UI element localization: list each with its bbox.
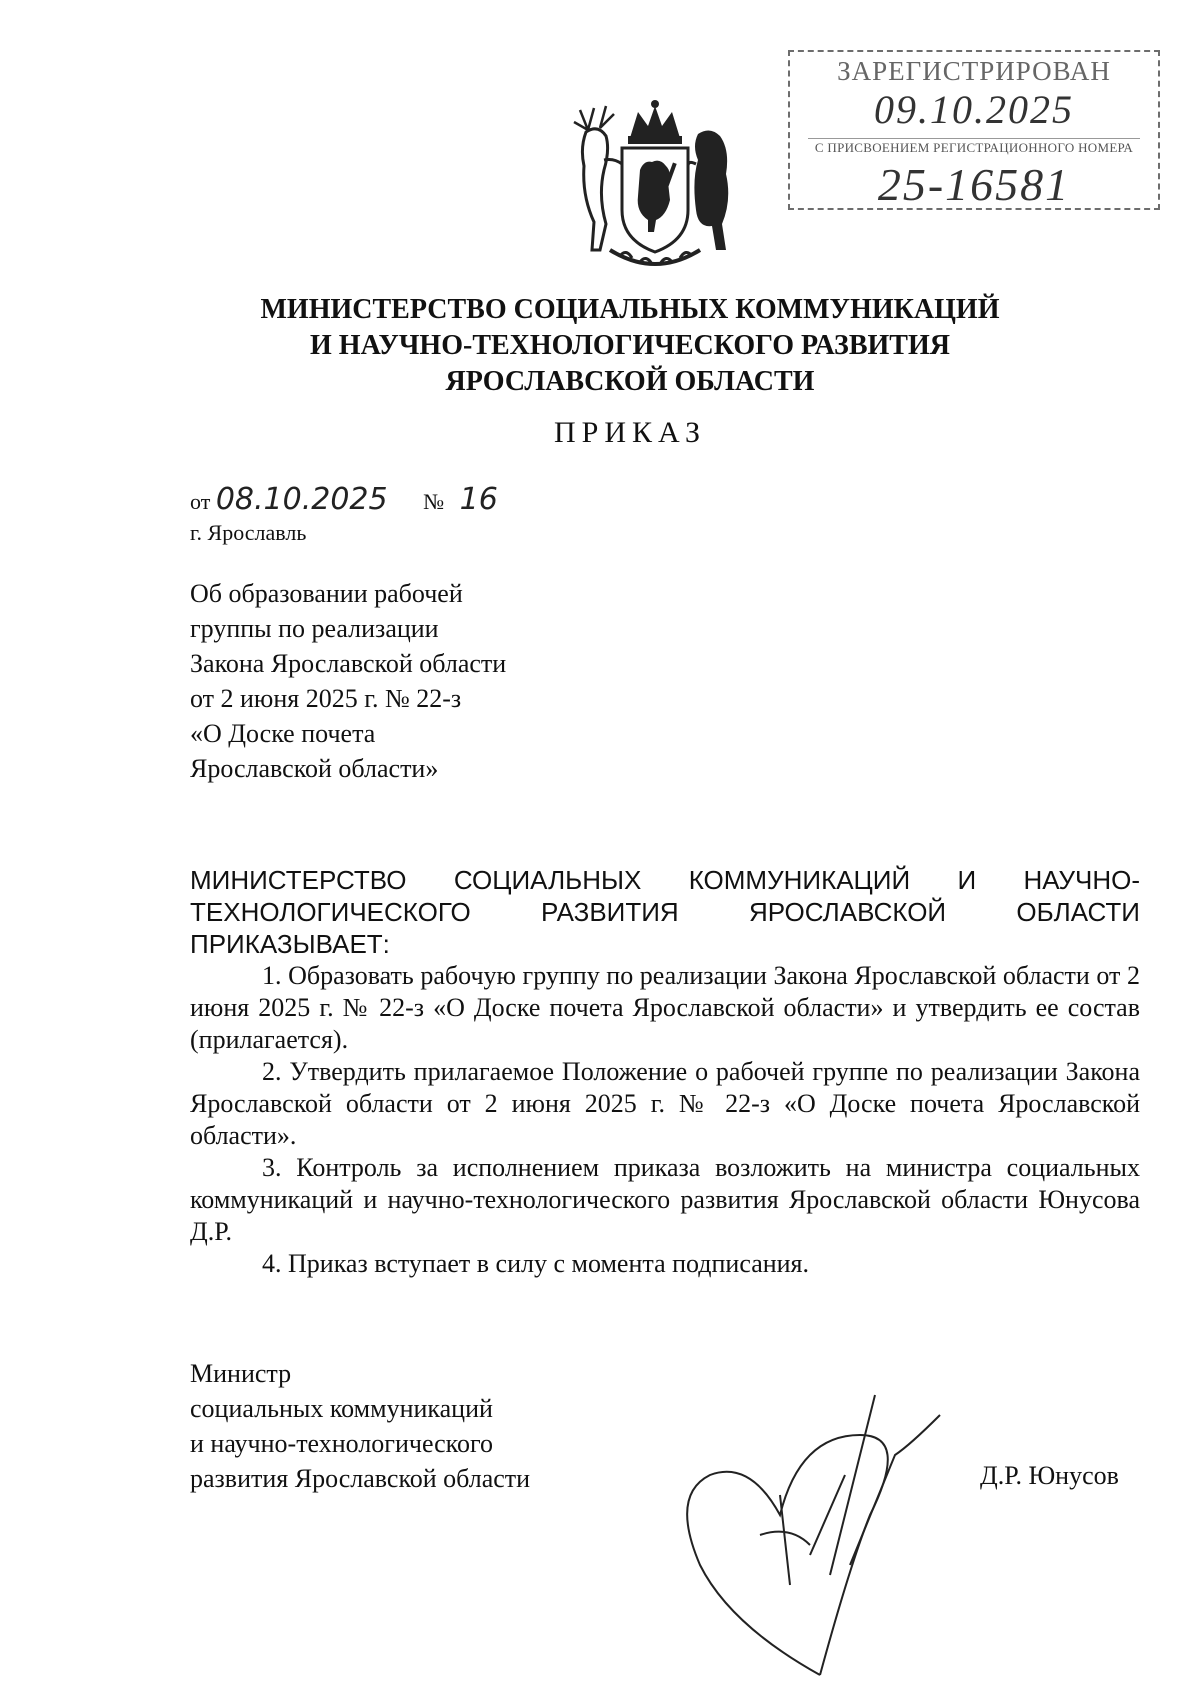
subject-line: Об образовании рабочей (190, 579, 463, 608)
order-date-line (190, 482, 498, 517)
ministry-header (200, 292, 1060, 400)
order-item: 3. Контроль за исполнением приказа возложить на министра социальных коммуникаций и научно-технологического развития Ярославской области Юнусова Д.Р. (190, 1153, 1140, 1246)
order-item: 2. Утвердить прилагаемое Положение о рабочей группе по реализации Закона Ярославской области от 2 июня 2025 г. № 22-з «О Доске почета Ярославской области». (190, 1057, 1140, 1150)
stamp-title: ЗАРЕГИСТРИРОВАН (837, 56, 1111, 86)
stamp-date: 09.10.2025 (874, 87, 1074, 132)
order-number: 16 (459, 482, 498, 517)
header-line-2: И НАУЧНО-ТЕХНОЛОГИЧЕСКОГО РАЗВИТИЯ (310, 330, 950, 361)
from-label: от (190, 489, 211, 514)
document-title: ПРИКАЗ (554, 416, 706, 449)
city: г. Ярославль (190, 520, 307, 545)
subject-line: группы по реализации (190, 614, 439, 643)
order-subject (190, 576, 506, 786)
signature-icon (670, 1375, 970, 1695)
position-line: Министр (190, 1359, 292, 1388)
body-intro: МИНИСТЕРСТВО СОЦИАЛЬНЫХ КОММУНИКАЦИЙ И НАУЧНО-ТЕХНОЛОГИЧЕСКОГО РАЗВИТИЯ ЯРОСЛАВСКОЙ ОБЛАСТИ ПРИКАЗЫВАЕТ: (190, 865, 1140, 959)
subject-line: Закона Ярославской области (190, 649, 507, 678)
coat-of-arms-icon (570, 100, 740, 275)
number-label: № (423, 489, 445, 514)
subject-line: «О Доске почета (190, 719, 376, 748)
header-line-1: МИНИСТЕРСТВО СОЦИАЛЬНЫХ КОММУНИКАЦИЙ (260, 294, 1000, 325)
position-line: социальных коммуникаций (190, 1394, 493, 1423)
position-line: и научно-технологического (190, 1429, 494, 1458)
signatory-name: Д.Р. Юнусов (980, 1461, 1119, 1490)
order-body (190, 864, 1140, 1280)
stamp-number: 25-16581 (877, 159, 1071, 210)
order-date: 08.10.2025 (215, 482, 388, 517)
subject-line: от 2 июня 2025 г. № 22-з (190, 684, 462, 713)
registration-stamp (788, 50, 1160, 210)
position-line: развития Ярославской области (190, 1464, 531, 1493)
stamp-subtitle: С ПРИСВОЕНИЕМ РЕГИСТРАЦИОННОГО НОМЕРА (814, 140, 1134, 155)
order-item: 1. Образовать рабочую группу по реализации Закона Ярославской области от 2 июня 2025 г. № 22-з «О Доске почета Ярославской области» и утвердить ее состав (прилагается). (190, 961, 1140, 1054)
signatory-position (190, 1356, 530, 1496)
order-item: 4. Приказ вступает в силу с момента подписания. (262, 1249, 810, 1278)
stamp-divider (808, 138, 1140, 139)
header-line-3: ЯРОСЛАВСКОЙ ОБЛАСТИ (445, 366, 815, 397)
subject-line: Ярославской области» (190, 754, 439, 783)
